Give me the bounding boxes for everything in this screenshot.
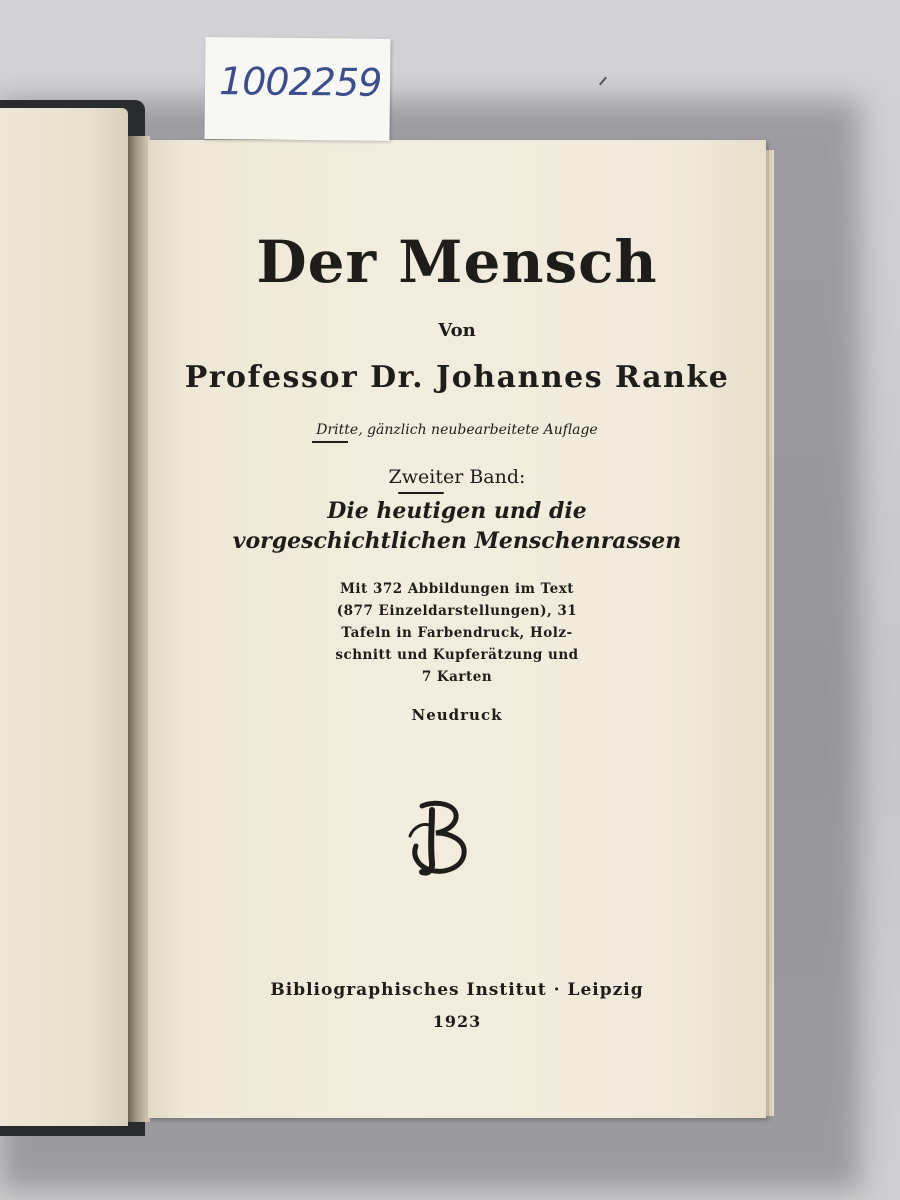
publisher: Bibliographisches Institut · Leipzig: [270, 980, 644, 1000]
publication-year: 1923: [432, 1012, 482, 1031]
author-name: Professor Dr. Johannes Ranke: [184, 360, 730, 395]
bi-monogram-icon: [402, 796, 474, 878]
book-title: Der Mensch: [256, 228, 658, 296]
byline-von: Von: [438, 320, 476, 341]
illustrations-note: [148, 578, 766, 688]
subtitle: [148, 496, 766, 556]
left-page: [0, 108, 128, 1126]
inventory-sticker: [204, 37, 390, 141]
illustrations-line: Tafeln in Farbendruck, Holz-: [341, 625, 573, 641]
reprint-label: Neudruck: [411, 706, 503, 724]
volume-label: Zweiter Band:: [388, 466, 526, 488]
illustrations-line: schnitt und Kupferätzung und: [335, 647, 579, 663]
illustrations-line: 7 Karten: [421, 669, 493, 685]
pen-overline: [398, 492, 444, 494]
pen-underline: [312, 441, 348, 443]
subtitle-line-2: vorgeschichtlichen Menschenrassen: [232, 528, 682, 554]
edition-note: Dritte, gänzlich neubearbeitete Auflage: [316, 422, 598, 438]
inventory-number: 1002259: [218, 59, 382, 105]
subtitle-line-1: Die heutigen und die: [327, 498, 587, 524]
book-gutter: [128, 136, 150, 1122]
illustrations-line: (877 Einzeldarstellungen), 31: [336, 603, 578, 619]
illustrations-line: Mit 372 Abbildungen im Text: [339, 581, 575, 597]
